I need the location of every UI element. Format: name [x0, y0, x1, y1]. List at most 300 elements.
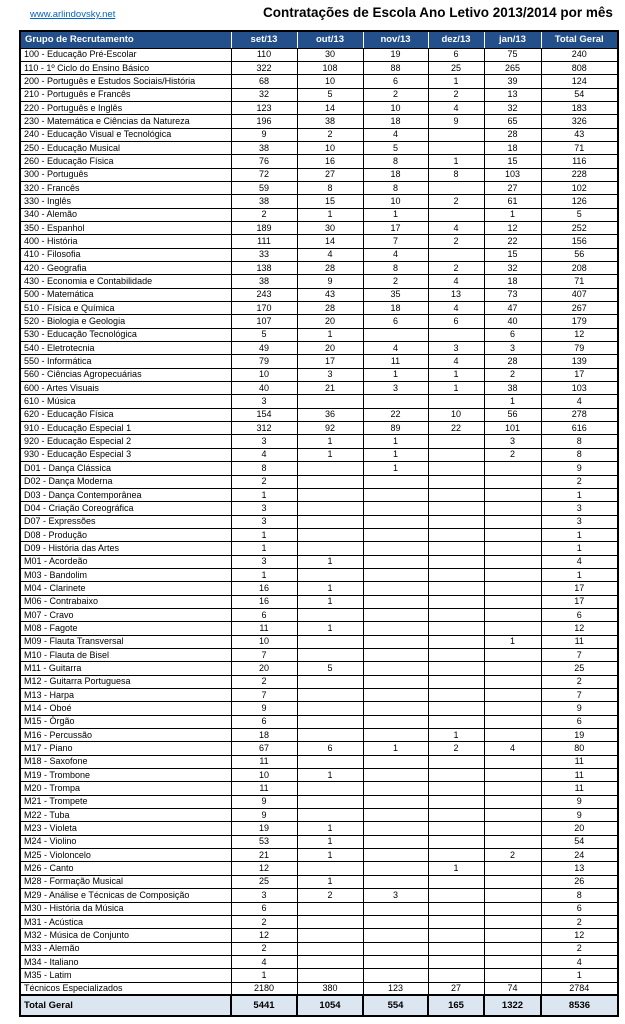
column-header-group: Grupo de Recrutamento: [20, 31, 231, 48]
table-row: [20, 235, 618, 248]
value-cell: [484, 528, 541, 541]
row-label: D08 - Produção: [20, 528, 231, 541]
value-cell: [428, 608, 484, 621]
row-label: 520 - Biologia e Geologia: [20, 315, 231, 328]
value-cell: 2: [428, 235, 484, 248]
row-label: M08 - Fagote: [20, 622, 231, 635]
value-cell: 1: [363, 742, 428, 755]
page-title: Contratações de Escola Ano Letivo 2013/2014 por mês: [263, 5, 613, 20]
value-cell: [363, 795, 428, 808]
row-total-cell: 116: [541, 155, 618, 168]
row-total-cell: 8: [541, 448, 618, 461]
row-label: M18 - Saxofone: [20, 755, 231, 768]
row-label: 220 - Português e Inglês: [20, 101, 231, 114]
row-label: 230 - Matemática e Ciências da Natureza: [20, 115, 231, 128]
value-cell: 6: [231, 902, 297, 915]
value-cell: 1: [231, 528, 297, 541]
value-cell: 2: [231, 915, 297, 928]
value-cell: 25: [428, 61, 484, 74]
value-cell: 110: [231, 48, 297, 61]
value-cell: 10: [428, 408, 484, 421]
row-total-cell: 12: [541, 929, 618, 942]
value-cell: [428, 809, 484, 822]
value-cell: [363, 528, 428, 541]
value-cell: 27: [428, 982, 484, 995]
row-total-cell: 808: [541, 61, 618, 74]
value-cell: 56: [484, 408, 541, 421]
value-cell: [428, 715, 484, 728]
value-cell: 7: [231, 689, 297, 702]
value-cell: 88: [363, 61, 428, 74]
row-label: D04 - Criação Coreográfica: [20, 502, 231, 515]
value-cell: 8: [428, 168, 484, 181]
value-cell: 2: [231, 475, 297, 488]
value-cell: 1: [297, 448, 363, 461]
value-cell: [363, 755, 428, 768]
row-total-cell: 124: [541, 75, 618, 88]
value-cell: [428, 448, 484, 461]
value-cell: 243: [231, 288, 297, 301]
table-row: [20, 862, 618, 875]
value-cell: 8: [363, 181, 428, 194]
value-cell: 15: [297, 195, 363, 208]
value-cell: 67: [231, 742, 297, 755]
value-cell: [428, 502, 484, 515]
row-label: 600 - Artes Visuais: [20, 382, 231, 395]
row-label: 100 - Educação Pré-Escolar: [20, 48, 231, 61]
row-total-cell: 4: [541, 395, 618, 408]
row-total-cell: 17: [541, 582, 618, 595]
value-cell: 13: [484, 88, 541, 101]
row-label: M19 - Trombone: [20, 769, 231, 782]
row-total-cell: 9: [541, 795, 618, 808]
value-cell: 13: [428, 288, 484, 301]
row-label: 350 - Espanhol: [20, 221, 231, 234]
table-row: [20, 422, 618, 435]
value-cell: 11: [363, 355, 428, 368]
value-cell: 40: [484, 315, 541, 328]
table-row: [20, 849, 618, 862]
value-cell: 189: [231, 221, 297, 234]
row-total-cell: 12: [541, 328, 618, 341]
row-label: 250 - Educação Musical: [20, 141, 231, 154]
row-label: M31 - Acústica: [20, 915, 231, 928]
row-label: M30 - História da Música: [20, 902, 231, 915]
table-row: [20, 582, 618, 595]
row-total-cell: 2: [541, 475, 618, 488]
row-label: M22 - Tuba: [20, 809, 231, 822]
total-row: [20, 995, 618, 1016]
value-cell: 8: [231, 462, 297, 475]
value-cell: 9: [231, 795, 297, 808]
row-total-cell: 11: [541, 782, 618, 795]
value-cell: [297, 395, 363, 408]
total-value-cell: 1054: [297, 995, 363, 1016]
table-row: [20, 408, 618, 421]
value-cell: [363, 955, 428, 968]
table-row: [20, 742, 618, 755]
row-label: M29 - Análise e Técnicas de Composição: [20, 889, 231, 902]
value-cell: 10: [231, 635, 297, 648]
table-row: [20, 622, 618, 635]
value-cell: 73: [484, 288, 541, 301]
contratacoes-table: [19, 30, 619, 1017]
value-cell: 3: [363, 382, 428, 395]
table-row: [20, 475, 618, 488]
value-cell: [363, 582, 428, 595]
value-cell: 79: [231, 355, 297, 368]
value-cell: 2: [428, 195, 484, 208]
value-cell: 6: [484, 328, 541, 341]
table-row: [20, 555, 618, 568]
row-total-cell: 71: [541, 275, 618, 288]
row-total-cell: 9: [541, 809, 618, 822]
row-total-cell: 179: [541, 315, 618, 328]
table-row: [20, 315, 618, 328]
value-cell: 4: [231, 955, 297, 968]
row-label: D09 - História das Artes: [20, 542, 231, 555]
row-label: D03 - Dança Contemporânea: [20, 488, 231, 501]
row-label: Técnicos Especializados: [20, 982, 231, 995]
value-cell: [428, 942, 484, 955]
row-total-cell: 13: [541, 862, 618, 875]
value-cell: 1: [428, 368, 484, 381]
row-label: 550 - Informática: [20, 355, 231, 368]
value-cell: [484, 555, 541, 568]
value-cell: 2: [428, 88, 484, 101]
value-cell: [428, 568, 484, 581]
row-total-cell: 17: [541, 595, 618, 608]
value-cell: 3: [231, 889, 297, 902]
value-cell: 17: [297, 355, 363, 368]
table-row: [20, 942, 618, 955]
value-cell: 3: [231, 395, 297, 408]
value-cell: 2180: [231, 982, 297, 995]
value-cell: [363, 328, 428, 341]
value-cell: 68: [231, 75, 297, 88]
table-body: [20, 48, 618, 995]
column-header: set/13: [231, 31, 297, 48]
value-cell: [484, 822, 541, 835]
row-label: 420 - Geografia: [20, 262, 231, 275]
table-row: [20, 528, 618, 541]
row-label: M34 - Italiano: [20, 955, 231, 968]
table-row: [20, 288, 618, 301]
value-cell: [297, 942, 363, 955]
row-total-cell: 26: [541, 875, 618, 888]
row-label: 620 - Educação Física: [20, 408, 231, 421]
total-value-cell: 554: [363, 995, 428, 1016]
value-cell: [297, 795, 363, 808]
row-total-cell: 3: [541, 502, 618, 515]
row-label: 210 - Português e Francês: [20, 88, 231, 101]
row-total-cell: 228: [541, 168, 618, 181]
value-cell: 18: [484, 141, 541, 154]
value-cell: [484, 942, 541, 955]
value-cell: 2: [484, 368, 541, 381]
value-cell: [363, 542, 428, 555]
table-row: [20, 155, 618, 168]
value-cell: [428, 515, 484, 528]
row-label: D07 - Expressões: [20, 515, 231, 528]
value-cell: [363, 809, 428, 822]
row-total-cell: 183: [541, 101, 618, 114]
value-cell: [297, 969, 363, 982]
value-cell: 1: [297, 849, 363, 862]
value-cell: 9: [231, 809, 297, 822]
value-cell: 59: [231, 181, 297, 194]
value-cell: 49: [231, 342, 297, 355]
value-cell: 38: [297, 115, 363, 128]
row-total-cell: 12: [541, 622, 618, 635]
table-row: [20, 302, 618, 315]
value-cell: 3: [297, 368, 363, 381]
value-cell: 6: [231, 608, 297, 621]
value-cell: [428, 929, 484, 942]
value-cell: [428, 648, 484, 661]
value-cell: [428, 435, 484, 448]
value-cell: 17: [363, 221, 428, 234]
value-cell: [297, 929, 363, 942]
row-total-cell: 6: [541, 608, 618, 621]
value-cell: 107: [231, 315, 297, 328]
row-total-cell: 79: [541, 342, 618, 355]
table-row: [20, 769, 618, 782]
row-label: 200 - Português e Estudos Sociais/História: [20, 75, 231, 88]
value-cell: 380: [297, 982, 363, 995]
total-value-cell: 8536: [541, 995, 618, 1016]
value-cell: [363, 715, 428, 728]
row-label: M13 - Harpa: [20, 689, 231, 702]
value-cell: [363, 835, 428, 848]
row-label: M07 - Cravo: [20, 608, 231, 621]
value-cell: 28: [484, 128, 541, 141]
value-cell: 27: [484, 181, 541, 194]
row-label: 340 - Alemão: [20, 208, 231, 221]
value-cell: 72: [231, 168, 297, 181]
row-total-cell: 1: [541, 542, 618, 555]
value-cell: 123: [231, 101, 297, 114]
value-cell: 196: [231, 115, 297, 128]
row-total-cell: 240: [541, 48, 618, 61]
value-cell: 1: [428, 155, 484, 168]
value-cell: [297, 715, 363, 728]
value-cell: [363, 729, 428, 742]
value-cell: 103: [484, 168, 541, 181]
row-label: M17 - Piano: [20, 742, 231, 755]
value-cell: [297, 462, 363, 475]
table-row: [20, 168, 618, 181]
value-cell: 19: [231, 822, 297, 835]
value-cell: 28: [297, 302, 363, 315]
value-cell: [484, 955, 541, 968]
value-cell: 3: [231, 435, 297, 448]
value-cell: 16: [231, 582, 297, 595]
value-cell: 22: [363, 408, 428, 421]
value-cell: 22: [484, 235, 541, 248]
row-label: 410 - Filosofia: [20, 248, 231, 261]
value-cell: [428, 208, 484, 221]
value-cell: 14: [297, 235, 363, 248]
value-cell: 1: [484, 208, 541, 221]
table-row: [20, 662, 618, 675]
row-total-cell: 11: [541, 755, 618, 768]
value-cell: 32: [484, 262, 541, 275]
value-cell: [484, 862, 541, 875]
row-label: 240 - Educação Visual e Tecnológica: [20, 128, 231, 141]
value-cell: 322: [231, 61, 297, 74]
value-cell: 5: [297, 88, 363, 101]
row-total-cell: 3: [541, 515, 618, 528]
value-cell: 2: [428, 262, 484, 275]
value-cell: [484, 969, 541, 982]
value-cell: [428, 475, 484, 488]
value-cell: 3: [231, 502, 297, 515]
value-cell: 33: [231, 248, 297, 261]
total-value-cell: 165: [428, 995, 484, 1016]
row-label: 910 - Educação Especial 1: [20, 422, 231, 435]
value-cell: 6: [363, 315, 428, 328]
table-row: [20, 75, 618, 88]
row-total-cell: 407: [541, 288, 618, 301]
table-row: [20, 395, 618, 408]
value-cell: 10: [297, 141, 363, 154]
value-cell: 3: [363, 889, 428, 902]
value-cell: [428, 849, 484, 862]
table-row: [20, 809, 618, 822]
value-cell: 101: [484, 422, 541, 435]
value-cell: 7: [231, 648, 297, 661]
value-cell: [484, 809, 541, 822]
row-total-cell: 11: [541, 769, 618, 782]
value-cell: 76: [231, 155, 297, 168]
value-cell: 10: [363, 101, 428, 114]
table-row: [20, 355, 618, 368]
value-cell: [484, 502, 541, 515]
value-cell: [363, 568, 428, 581]
value-cell: [428, 248, 484, 261]
value-cell: 1: [297, 435, 363, 448]
value-cell: [297, 689, 363, 702]
value-cell: 74: [484, 982, 541, 995]
row-label: 920 - Educação Especial 2: [20, 435, 231, 448]
value-cell: 4: [428, 275, 484, 288]
value-cell: 35: [363, 288, 428, 301]
table-row: [20, 729, 618, 742]
table-row: [20, 448, 618, 461]
value-cell: 9: [231, 128, 297, 141]
value-cell: [428, 395, 484, 408]
value-cell: 1: [428, 862, 484, 875]
table-row: [20, 435, 618, 448]
value-cell: 3: [428, 342, 484, 355]
value-cell: 4: [484, 742, 541, 755]
value-cell: 1: [297, 822, 363, 835]
value-cell: [484, 689, 541, 702]
row-total-cell: 9: [541, 462, 618, 475]
value-cell: 5: [363, 141, 428, 154]
table-row: [20, 755, 618, 768]
value-cell: 2: [484, 448, 541, 461]
row-label: 930 - Educação Especial 3: [20, 448, 231, 461]
table-row: [20, 141, 618, 154]
value-cell: 5: [297, 662, 363, 675]
table-row: [20, 675, 618, 688]
value-cell: 1: [231, 542, 297, 555]
value-cell: [428, 782, 484, 795]
value-cell: [363, 648, 428, 661]
table-row: [20, 875, 618, 888]
value-cell: [484, 755, 541, 768]
value-cell: [363, 782, 428, 795]
value-cell: [484, 929, 541, 942]
value-cell: 10: [297, 75, 363, 88]
value-cell: [484, 902, 541, 915]
value-cell: 12: [231, 862, 297, 875]
value-cell: 1: [297, 595, 363, 608]
total-value-cell: 1322: [484, 995, 541, 1016]
value-cell: 6: [428, 315, 484, 328]
row-label: 330 - Inglês: [20, 195, 231, 208]
table-row: [20, 502, 618, 515]
value-cell: 2: [231, 675, 297, 688]
value-cell: [428, 595, 484, 608]
column-header: nov/13: [363, 31, 428, 48]
row-label: M23 - Violeta: [20, 822, 231, 835]
value-cell: 154: [231, 408, 297, 421]
row-total-cell: 8: [541, 889, 618, 902]
value-cell: 1: [231, 568, 297, 581]
value-cell: [363, 595, 428, 608]
row-label: M06 - Contrabaixo: [20, 595, 231, 608]
table-row: [20, 195, 618, 208]
value-cell: 2: [231, 942, 297, 955]
value-cell: 111: [231, 235, 297, 248]
row-total-cell: 54: [541, 88, 618, 101]
value-cell: [363, 689, 428, 702]
value-cell: [363, 915, 428, 928]
row-label: M26 - Canto: [20, 862, 231, 875]
value-cell: 4: [428, 302, 484, 315]
value-cell: 14: [297, 101, 363, 114]
value-cell: 1: [297, 208, 363, 221]
value-cell: [484, 769, 541, 782]
value-cell: 38: [231, 141, 297, 154]
value-cell: [363, 702, 428, 715]
value-cell: 53: [231, 835, 297, 848]
value-cell: 61: [484, 195, 541, 208]
row-label: 540 - Eletrotecnia: [20, 342, 231, 355]
row-label: M11 - Guitarra: [20, 662, 231, 675]
row-total-cell: 4: [541, 955, 618, 968]
value-cell: [363, 942, 428, 955]
site-link[interactable]: www.arlindovsky.net: [30, 9, 116, 20]
row-label: M15 - Órgão: [20, 715, 231, 728]
row-total-cell: 9: [541, 702, 618, 715]
value-cell: 1: [484, 395, 541, 408]
row-label: M12 - Guitarra Portuguesa: [20, 675, 231, 688]
value-cell: 4: [363, 128, 428, 141]
value-cell: 2: [484, 849, 541, 862]
table-row: [20, 208, 618, 221]
row-total-cell: 71: [541, 141, 618, 154]
value-cell: 3: [231, 555, 297, 568]
value-cell: [428, 702, 484, 715]
value-cell: [297, 475, 363, 488]
column-header: dez/13: [428, 31, 484, 48]
row-label: M28 - Formação Musical: [20, 875, 231, 888]
row-label: 260 - Educação Física: [20, 155, 231, 168]
